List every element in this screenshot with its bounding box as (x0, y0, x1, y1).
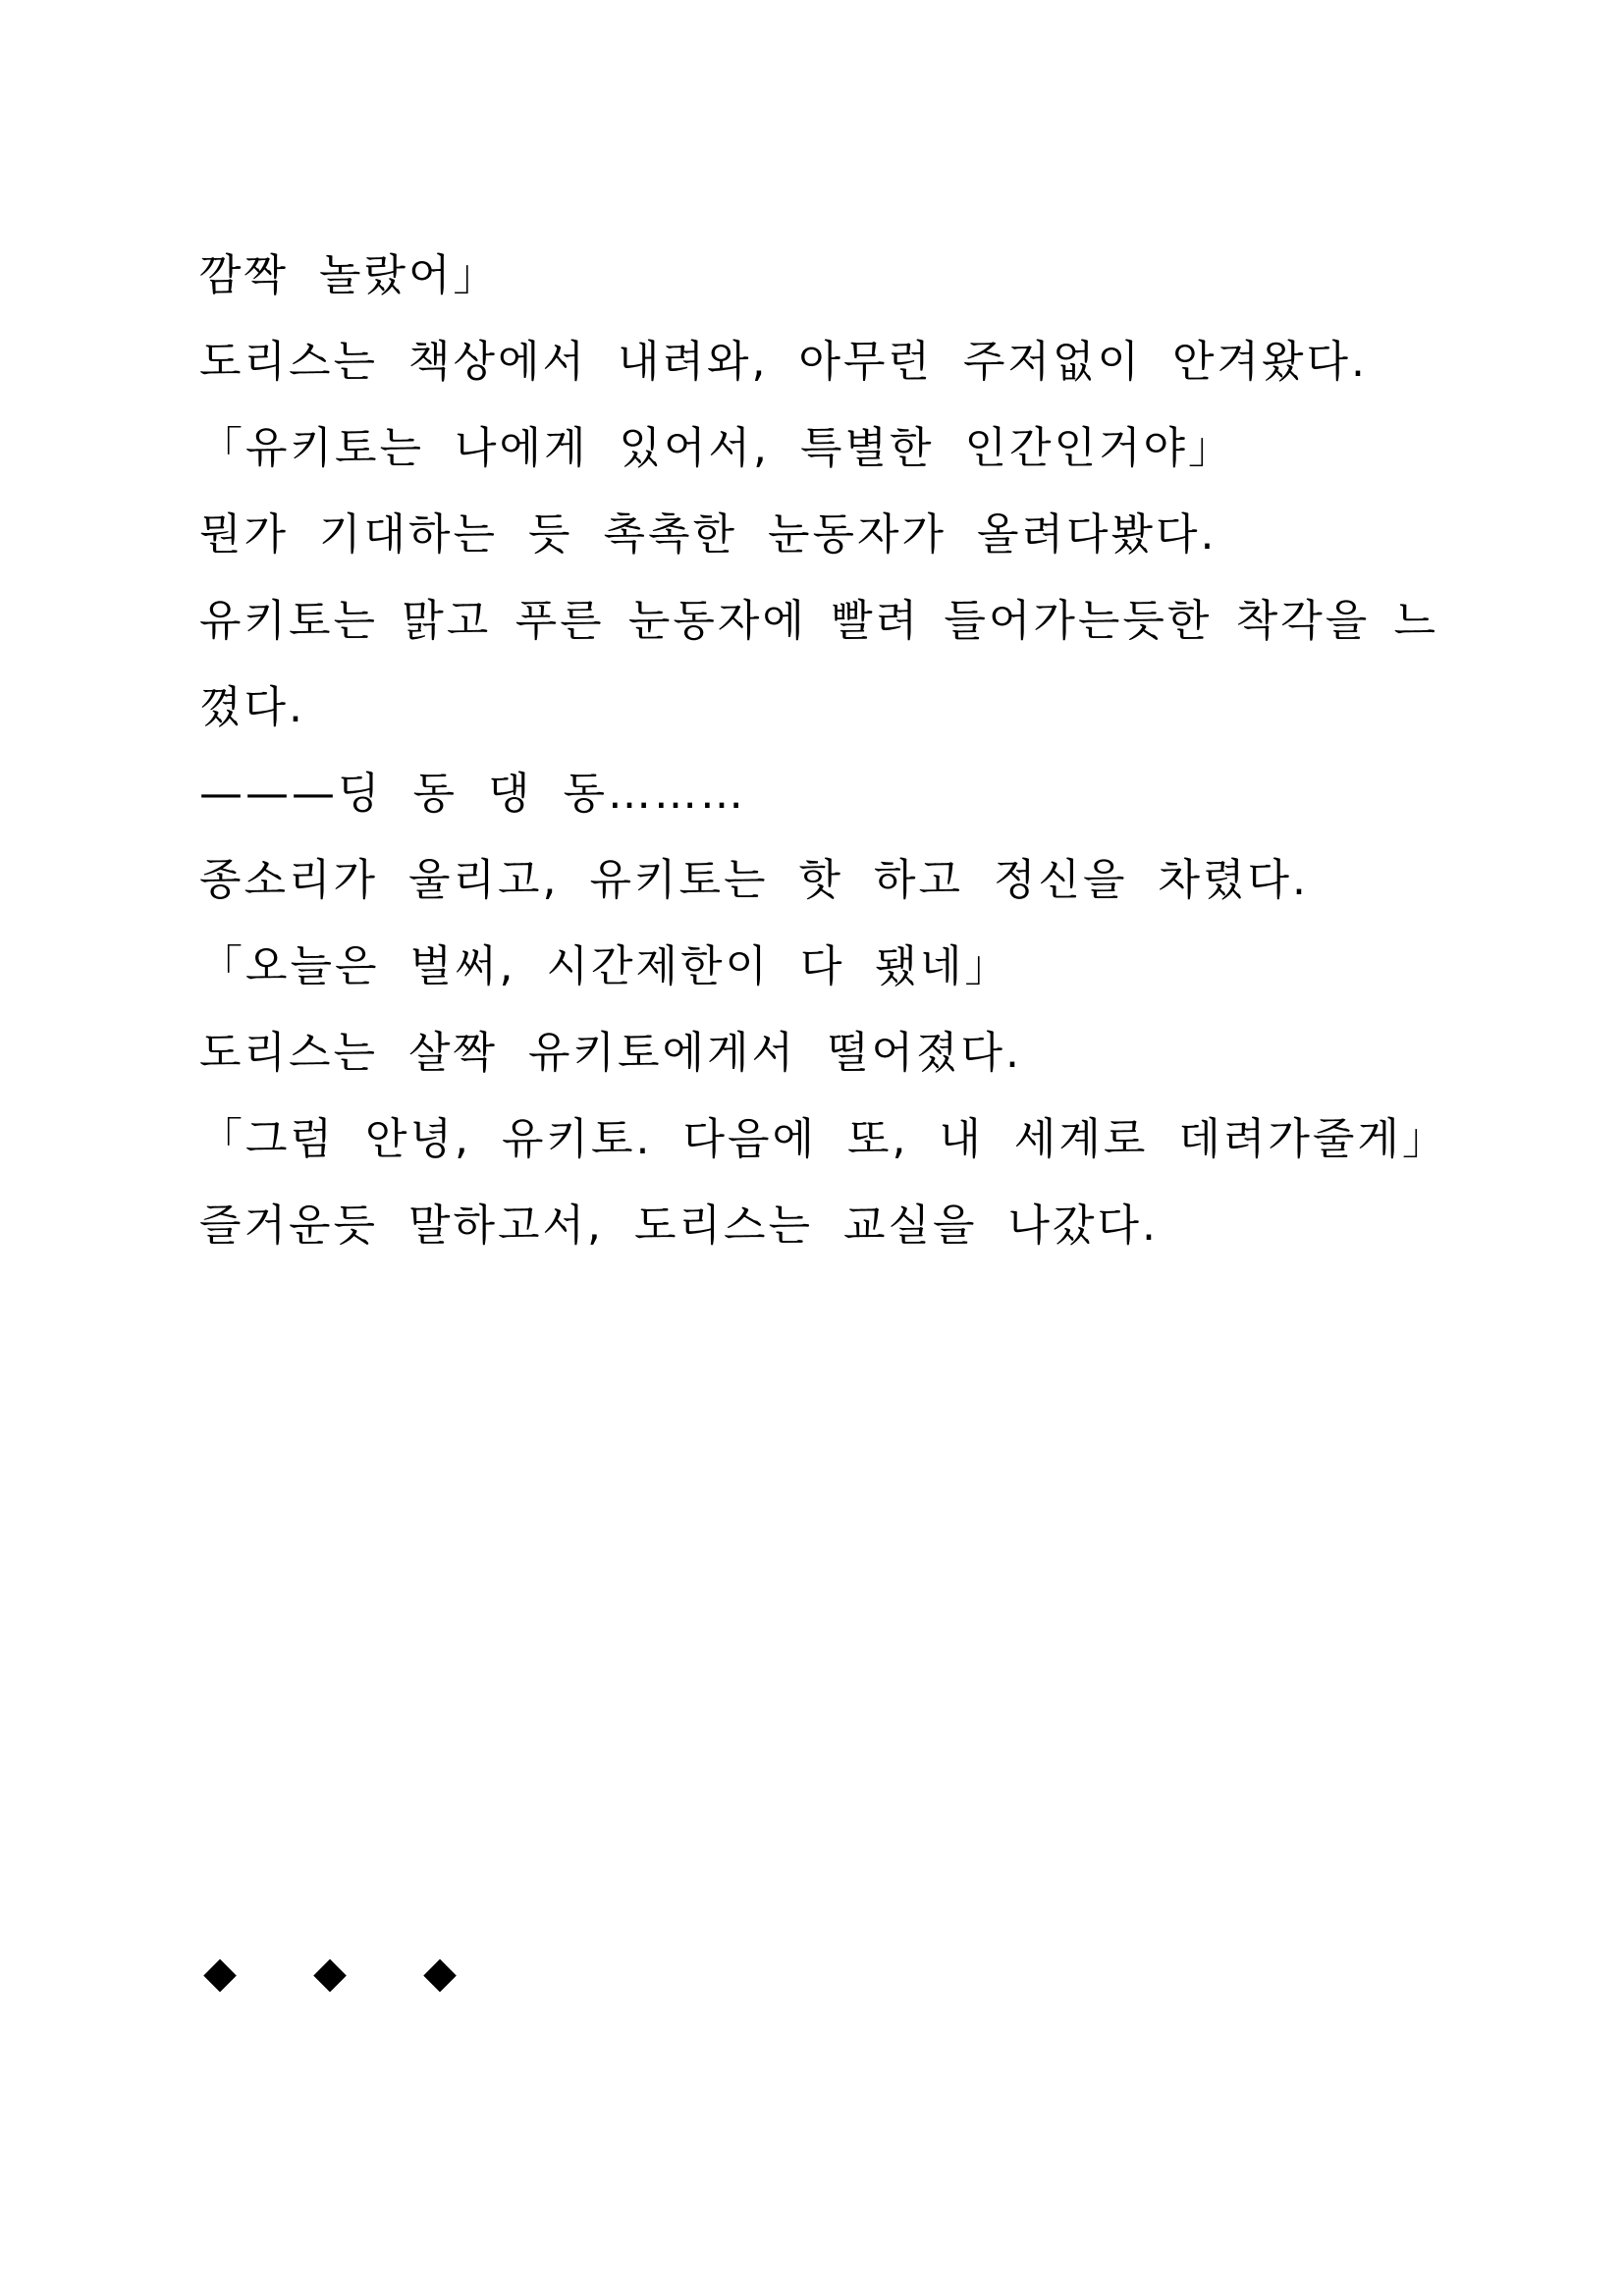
text-line: 즐거운듯 말하고서, 도리스는 교실을 나갔다. (199, 1201, 1159, 1251)
diamond-ornament: ◆ (203, 1948, 237, 1998)
diamond-ornament: ◆ (313, 1948, 347, 1998)
text-line: 깜짝 놀랐어」 (199, 250, 500, 300)
text-line: 「오늘은 벌써, 시간제한이 다 됐네」 (199, 941, 1011, 991)
text-line: 「유키토는 나에게 있어서, 특별한 인간인거야」 (199, 423, 1235, 473)
text-line: ———딩 동 댕 동……… (199, 769, 746, 819)
text-line: 꼈다. (199, 682, 305, 732)
text-line: 뭔가 기대하는 듯 촉촉한 눈동자가 올려다봤다. (199, 509, 1218, 560)
text-line: 도리스는 살짝 유키토에게서 떨어졌다. (199, 1028, 1023, 1078)
text-line: 도리스는 책상에서 내려와, 아무런 주저없이 안겨왔다. (199, 337, 1368, 387)
text-line: 유키토는 맑고 푸른 눈동자에 빨려 들어가는듯한 착각을 느 (199, 596, 1438, 646)
body-text (199, 241, 1448, 1278)
text-line: 종소리가 울리고, 유키토는 핫 하고 정신을 차렸다. (199, 855, 1309, 905)
section-break (199, 1949, 460, 1998)
text-line: 「그럼 안녕, 유키토. 다음에 또, 내 세계로 데려가줄게」 (199, 1114, 1448, 1164)
diamond-ornament: ◆ (423, 1948, 457, 1998)
